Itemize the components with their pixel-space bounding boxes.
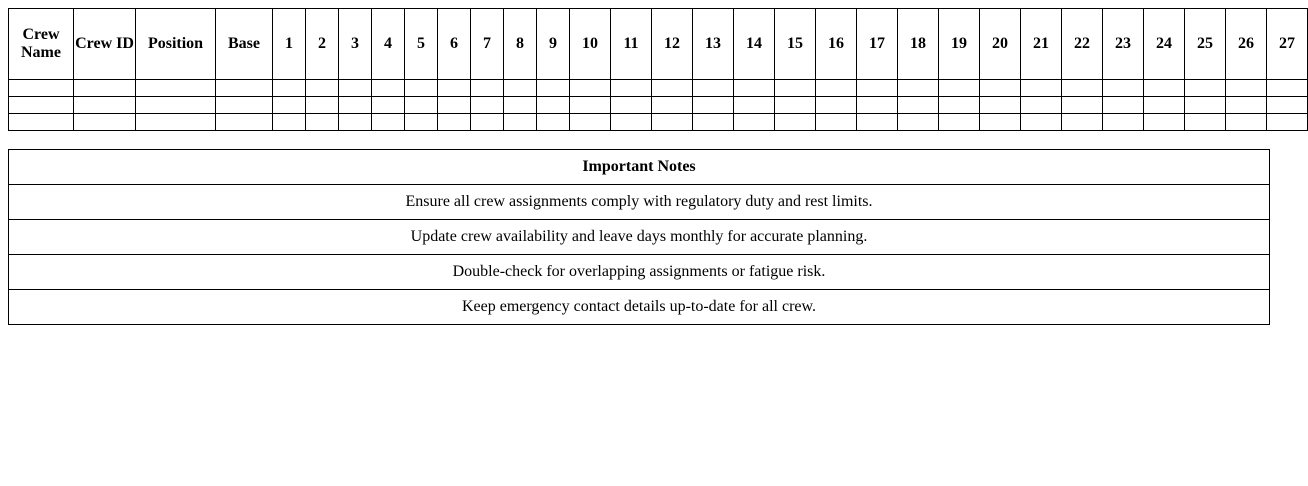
roster-cell[interactable] <box>504 97 537 114</box>
roster-cell[interactable] <box>1103 114 1144 131</box>
roster-cell[interactable] <box>339 114 372 131</box>
roster-cell[interactable] <box>74 80 136 97</box>
col-header-day-11: 11 <box>611 9 652 80</box>
roster-cell[interactable] <box>1226 80 1267 97</box>
col-header-day-19: 19 <box>939 9 980 80</box>
notes-header-row <box>9 150 1270 185</box>
note-row <box>9 220 1270 255</box>
roster-cell[interactable] <box>570 80 611 97</box>
col-header-day-12: 12 <box>652 9 693 80</box>
roster-cell[interactable] <box>339 80 372 97</box>
roster-cell[interactable] <box>136 114 216 131</box>
roster-cell[interactable] <box>611 114 652 131</box>
important-notes-table <box>8 149 1270 325</box>
roster-cell[interactable] <box>693 97 734 114</box>
roster-cell[interactable] <box>693 80 734 97</box>
roster-cell[interactable] <box>273 80 306 97</box>
roster-cell[interactable] <box>216 97 273 114</box>
roster-cell[interactable] <box>372 80 405 97</box>
crew-roster-table <box>8 8 1308 131</box>
roster-cell[interactable] <box>980 114 1021 131</box>
roster-cell[interactable] <box>611 97 652 114</box>
col-header-position: Position <box>136 9 216 80</box>
roster-cell[interactable] <box>216 114 273 131</box>
col-header-day-18: 18 <box>898 9 939 80</box>
roster-cell[interactable] <box>537 97 570 114</box>
roster-cell[interactable] <box>273 97 306 114</box>
note-text: Update crew availability and leave days monthly for accurate planning. <box>9 220 1270 255</box>
roster-cell[interactable] <box>471 114 504 131</box>
roster-cell[interactable] <box>939 80 980 97</box>
roster-cell[interactable] <box>652 80 693 97</box>
roster-cell[interactable] <box>775 80 816 97</box>
roster-cell[interactable] <box>438 97 471 114</box>
col-header-day-7: 7 <box>471 9 504 80</box>
col-header-day-5: 5 <box>405 9 438 80</box>
roster-cell[interactable] <box>816 97 857 114</box>
col-header-day-13: 13 <box>693 9 734 80</box>
important-notes-container <box>8 149 1270 325</box>
roster-cell[interactable] <box>1185 97 1226 114</box>
col-header-day-24: 24 <box>1144 9 1185 80</box>
roster-cell[interactable] <box>9 114 74 131</box>
roster-cell[interactable] <box>405 80 438 97</box>
roster-cell[interactable] <box>1021 97 1062 114</box>
col-header-crew-name: Crew Name <box>9 9 74 80</box>
note-row <box>9 185 1270 220</box>
col-header-day-22: 22 <box>1062 9 1103 80</box>
roster-cell[interactable] <box>898 80 939 97</box>
roster-cell[interactable] <box>9 97 74 114</box>
col-header-day-25: 25 <box>1185 9 1226 80</box>
roster-cell[interactable] <box>136 97 216 114</box>
roster-cell[interactable] <box>1144 80 1185 97</box>
col-header-day-26: 26 <box>1226 9 1267 80</box>
roster-cell[interactable] <box>74 97 136 114</box>
roster-cell[interactable] <box>1267 114 1308 131</box>
col-header-day-21: 21 <box>1021 9 1062 80</box>
roster-row <box>9 114 1308 131</box>
col-header-day-2: 2 <box>306 9 339 80</box>
roster-cell[interactable] <box>372 97 405 114</box>
col-header-day-4: 4 <box>372 9 405 80</box>
roster-cell[interactable] <box>273 114 306 131</box>
roster-cell[interactable] <box>306 80 339 97</box>
roster-cell[interactable] <box>775 114 816 131</box>
col-header-day-3: 3 <box>339 9 372 80</box>
note-text: Double-check for overlapping assignments or fatigue risk. <box>9 255 1270 290</box>
roster-cell[interactable] <box>898 114 939 131</box>
roster-cell[interactable] <box>980 80 1021 97</box>
roster-cell[interactable] <box>372 114 405 131</box>
roster-cell[interactable] <box>980 97 1021 114</box>
roster-cell[interactable] <box>1062 80 1103 97</box>
roster-row <box>9 97 1308 114</box>
roster-cell[interactable] <box>1267 97 1308 114</box>
col-header-day-27: 27 <box>1267 9 1308 80</box>
col-header-day-9: 9 <box>537 9 570 80</box>
roster-cell[interactable] <box>405 114 438 131</box>
roster-cell[interactable] <box>306 114 339 131</box>
roster-cell[interactable] <box>1144 114 1185 131</box>
col-header-day-1: 1 <box>273 9 306 80</box>
roster-cell[interactable] <box>1062 97 1103 114</box>
col-header-day-10: 10 <box>570 9 611 80</box>
roster-body <box>9 80 1308 131</box>
col-header-day-6: 6 <box>438 9 471 80</box>
roster-cell[interactable] <box>438 80 471 97</box>
roster-cell[interactable] <box>471 97 504 114</box>
roster-cell[interactable] <box>1185 80 1226 97</box>
col-header-base: Base <box>216 9 273 80</box>
roster-cell[interactable] <box>816 114 857 131</box>
roster-cell[interactable] <box>1226 114 1267 131</box>
col-header-day-16: 16 <box>816 9 857 80</box>
roster-cell[interactable] <box>9 80 74 97</box>
roster-cell[interactable] <box>570 97 611 114</box>
roster-cell[interactable] <box>652 114 693 131</box>
roster-cell[interactable] <box>1267 80 1308 97</box>
col-header-day-17: 17 <box>857 9 898 80</box>
roster-cell[interactable] <box>339 97 372 114</box>
roster-cell[interactable] <box>1226 97 1267 114</box>
roster-cell[interactable] <box>1103 97 1144 114</box>
col-header-day-8: 8 <box>504 9 537 80</box>
roster-cell[interactable] <box>652 97 693 114</box>
roster-cell[interactable] <box>816 80 857 97</box>
roster-cell[interactable] <box>734 80 775 97</box>
roster-cell[interactable] <box>939 97 980 114</box>
roster-cell[interactable] <box>1021 114 1062 131</box>
roster-header-row <box>9 9 1308 80</box>
roster-cell[interactable] <box>438 114 471 131</box>
note-text: Ensure all crew assignments comply with regulatory duty and rest limits. <box>9 185 1270 220</box>
note-row <box>9 255 1270 290</box>
roster-cell[interactable] <box>74 114 136 131</box>
roster-row <box>9 80 1308 97</box>
note-row <box>9 290 1270 325</box>
roster-cell[interactable] <box>136 80 216 97</box>
roster-cell[interactable] <box>1103 80 1144 97</box>
roster-cell[interactable] <box>775 97 816 114</box>
roster-cell[interactable] <box>857 80 898 97</box>
roster-cell[interactable] <box>857 97 898 114</box>
col-header-day-14: 14 <box>734 9 775 80</box>
roster-cell[interactable] <box>857 114 898 131</box>
roster-cell[interactable] <box>1144 97 1185 114</box>
roster-cell[interactable] <box>504 114 537 131</box>
roster-cell[interactable] <box>216 80 273 97</box>
notes-title: Important Notes <box>9 150 1270 185</box>
roster-cell[interactable] <box>734 97 775 114</box>
roster-cell[interactable] <box>306 97 339 114</box>
roster-cell[interactable] <box>1185 114 1226 131</box>
roster-cell[interactable] <box>611 80 652 97</box>
col-header-day-23: 23 <box>1103 9 1144 80</box>
roster-cell[interactable] <box>693 114 734 131</box>
roster-cell[interactable] <box>570 114 611 131</box>
roster-cell[interactable] <box>471 80 504 97</box>
roster-cell[interactable] <box>537 114 570 131</box>
roster-cell[interactable] <box>898 97 939 114</box>
col-header-day-20: 20 <box>980 9 1021 80</box>
col-header-crew-id: Crew ID <box>74 9 136 80</box>
roster-cell[interactable] <box>537 80 570 97</box>
roster-cell[interactable] <box>1021 80 1062 97</box>
roster-cell[interactable] <box>405 97 438 114</box>
roster-cell[interactable] <box>734 114 775 131</box>
roster-cell[interactable] <box>504 80 537 97</box>
col-header-day-15: 15 <box>775 9 816 80</box>
roster-cell[interactable] <box>1062 114 1103 131</box>
crew-roster-container <box>8 8 1295 132</box>
note-text: Keep emergency contact details up-to-date for all crew. <box>9 290 1270 325</box>
roster-cell[interactable] <box>939 114 980 131</box>
